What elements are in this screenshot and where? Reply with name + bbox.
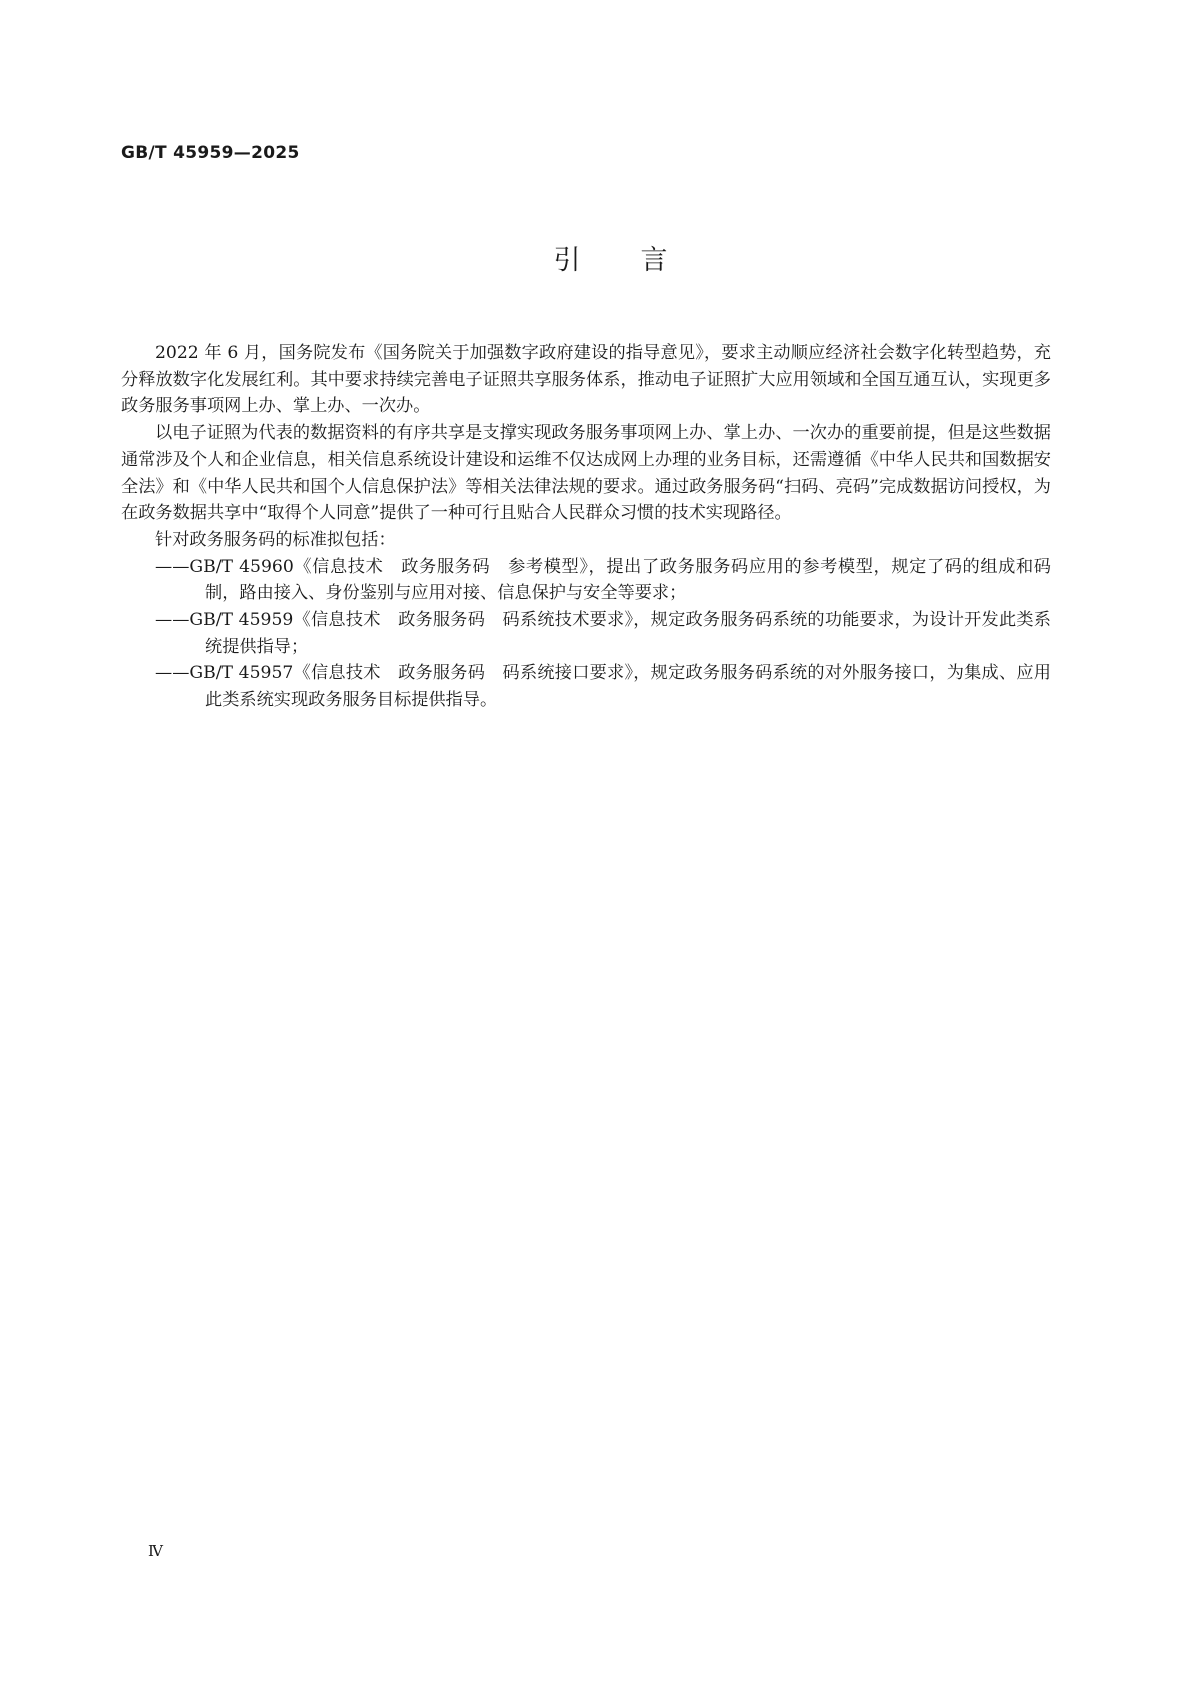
page-title: 引言 — [553, 245, 728, 276]
paragraph-data-sharing: 以电子证照为代表的数据资料的有序共享是支撑实现政务服务事项网上办、掌上办、一次办的重要前提，但是这些数据通常涉及个人和企业信息，相关信息系统设计建设和运维不仅达成网上办理的业务目标，还需遵循《中华人民共和国数据安全法》和《中华人民共和国个人信息保护法》等相关法律法规的要求。通过政务服务码“扫码、亮码”完成数据访问授权，为在政务数据共享中“取得个人同意”提供了一种可行且贴合人民群众习惯的技术实现路径。 — [121, 423, 1051, 524]
list-item: ——GB/T 45957《信息技术 政务服务码 码系统接口要求》，规定政务服务码系统的对外服务接口，为集成、应用此类系统实现政务服务目标提供指导。 — [155, 663, 1051, 711]
paragraph-background: 2022 年 6 月，国务院发布《国务院关于加强数字政府建设的指导意见》，要求主动顺应经济社会数字化转型趋势，充分释放数字化发展红利。其中要求持续完善电子证照共享服务体系，推动电子证照扩大应用领域和全国互通互认，实现更多政务服务事项网上办、掌上办、一次办。 — [121, 343, 1051, 417]
paragraph-standards-intro: 针对政务服务码的标准拟包括： — [155, 529, 396, 550]
standard-code: GB/T 45959—2025 — [121, 143, 300, 163]
list-item: ——GB/T 45959《信息技术 政务服务码 码系统技术要求》，规定政务服务码系统的功能要求，为设计开发此类系统提供指导； — [155, 610, 1051, 657]
list-item: ——GB/T 45960《信息技术 政务服务码 参考模型》，提出了政务服务码应用的参考模型，规定了码的组成和码制，路由接入、身份鉴别与应用对接、信息保护与安全等要求； — [155, 556, 1051, 604]
page-number: Ⅳ — [148, 1542, 163, 1560]
document-body — [121, 340, 1051, 714]
